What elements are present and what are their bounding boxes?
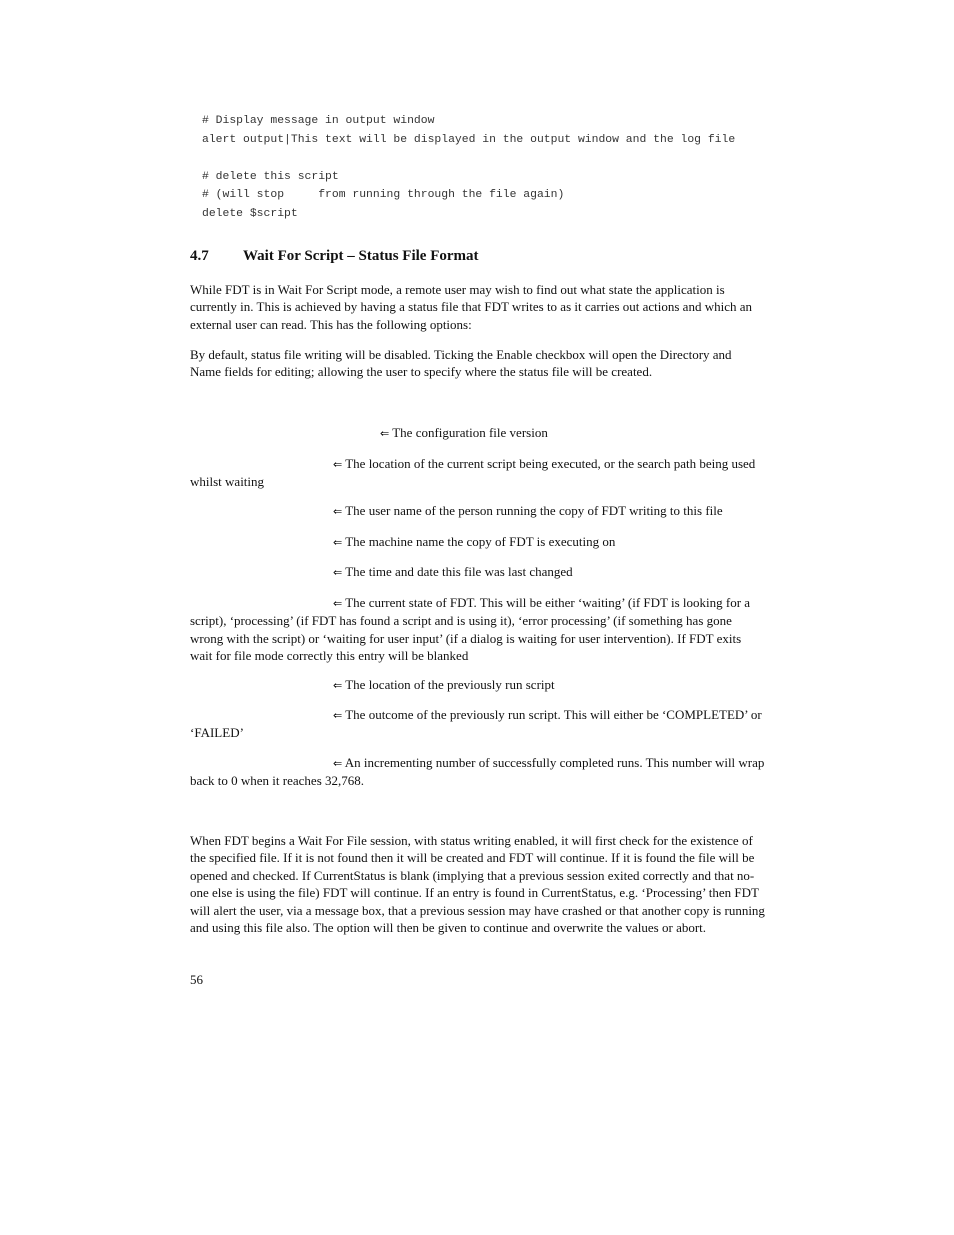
- status-entry-text: The machine name the copy of FDT is executing on: [345, 534, 616, 549]
- left-double-arrow-icon: ⇐: [333, 505, 343, 518]
- code-line-delete-script: delete $script: [202, 208, 298, 220]
- status-entry-machine-name: [190, 533, 765, 551]
- status-entry-text: The user name of the person running the copy of FDT writing to this file: [345, 503, 723, 518]
- status-entry-previous-script: [190, 676, 765, 694]
- code-line-comment-will-stop: # (will stop from running through the file again): [202, 189, 565, 201]
- status-entry-run-count: [190, 754, 765, 790]
- status-entry-previous-outcome: [190, 706, 765, 742]
- status-entry-current-status: [190, 594, 765, 665]
- status-entry-text: The configuration file version: [392, 425, 548, 440]
- status-entry-last-changed: [190, 563, 765, 581]
- left-double-arrow-icon: ⇐: [333, 458, 343, 471]
- left-double-arrow-icon: ⇐: [333, 709, 343, 722]
- left-double-arrow-icon: ⇐: [333, 757, 343, 770]
- left-double-arrow-icon: ⇐: [333, 566, 343, 579]
- status-entry-text: The time and date this file was last changed: [345, 564, 573, 579]
- status-entry-user-name: [190, 502, 765, 520]
- section-number: 4.7: [190, 248, 209, 264]
- code-line-comment-delete: # delete this script: [202, 171, 339, 183]
- code-line-alert-output: alert output|This text will be displayed in the output window and the log file: [202, 134, 736, 146]
- status-entry-text: The location of the previously run script: [345, 677, 555, 692]
- left-double-arrow-icon: ⇐: [333, 597, 343, 610]
- closing-paragraph: When FDT begins a Wait For File session, with status writing enabled, it will first check for the existence of the specified file. If it is not found then it will be created and FDT will continue. If it is found the file will be opened and checked. If CurrentStatus is blank (implying that a previous session exited correctly and that no-one else is using the file) FDT will continue. If an entry is found in CurrentStatus, e.g. ‘Processing’ then FDT will alert the user, via a message box, that a previous session may have crashed or that another copy is running and using this file also. The option will then be given to continue and overwrite the values or abort.: [190, 833, 765, 936]
- intro-paragraph: While FDT is in Wait For Script mode, a remote user may wish to find out what state the application is currently in. This is achieved by having a status file that FDT writes to as it carries out actions and which an external user can read. This has the following options:: [190, 282, 752, 332]
- status-entry-version: [190, 424, 765, 442]
- default-paragraph: By default, status file writing will be disabled. Ticking the Enable checkbox will open the Directory and Name fields for editing; allowing the user to specify where the status file will be created.: [190, 347, 732, 380]
- section-heading: [190, 248, 479, 265]
- status-entry-text: An incrementing number of successfully completed runs. This number will wrap back to 0 when it reaches 32,768.: [190, 755, 765, 789]
- page-number: 56: [190, 972, 203, 987]
- left-double-arrow-icon: ⇐: [333, 536, 343, 549]
- section-title: Wait For Script – Status File Format: [243, 248, 479, 264]
- status-entry-text: The current state of FDT. This will be either ‘waiting’ (if FDT is looking for a script), ‘processing’ (if FDT has found a script and is using it), ‘error processing’ (if something has gone wrong with the script) or ‘waiting for user input’ (if a dialog is waiting for user intervention). If FDT exits wait for file mode correctly this entry will be blanked: [190, 595, 751, 664]
- status-entry-text: The location of the current script being executed, or the search path being used whilst waiting: [190, 456, 756, 490]
- status-entry-current-script: [190, 455, 765, 491]
- code-line-comment-display: # Display message in output window: [202, 115, 435, 127]
- left-double-arrow-icon: ⇐: [333, 679, 343, 692]
- status-entry-text: The outcome of the previously run script. This will either be ‘COMPLETED’ or ‘FAILED’: [190, 707, 762, 741]
- left-double-arrow-icon: ⇐: [380, 427, 390, 440]
